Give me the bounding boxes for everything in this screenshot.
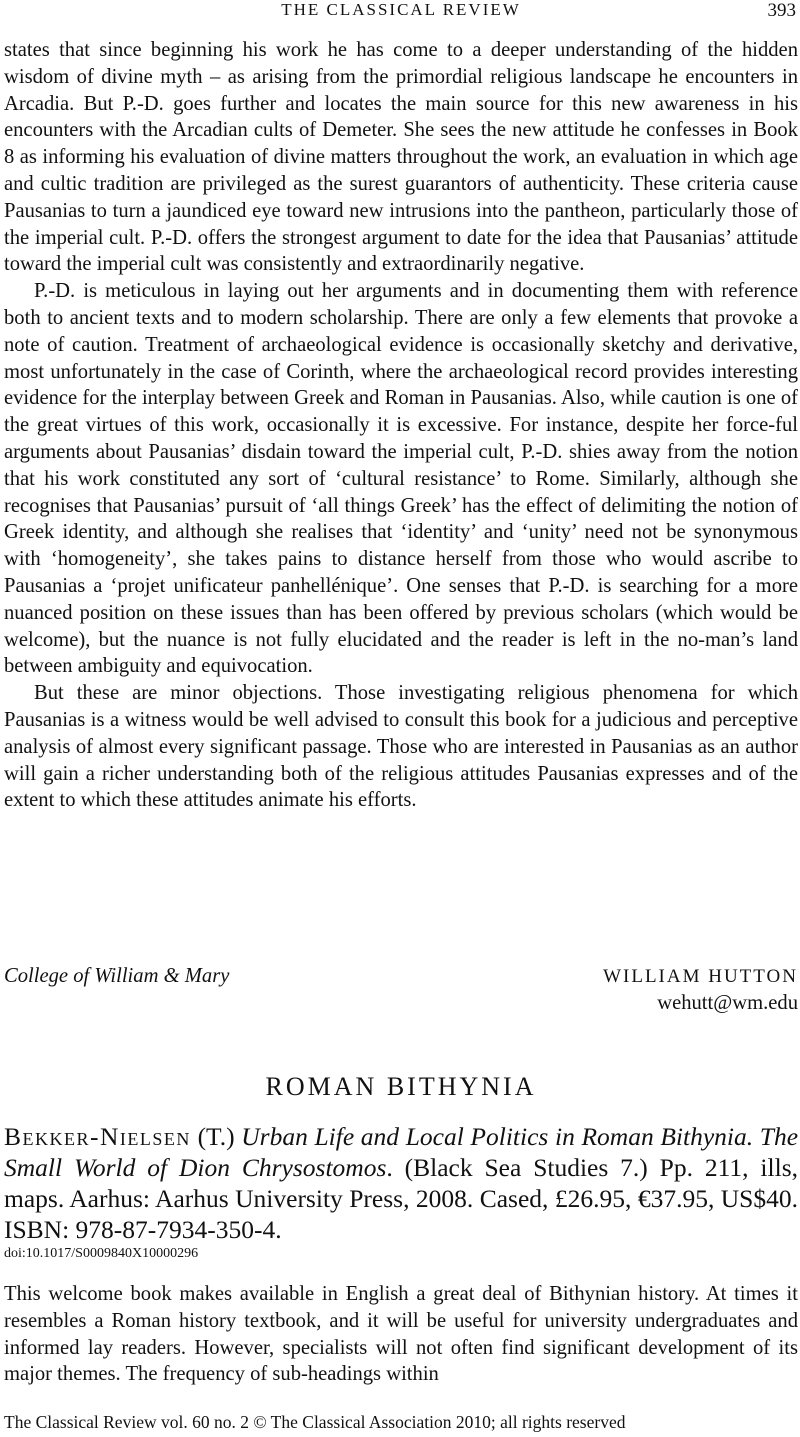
book-author-surname: Bekker-Nielsen <box>4 1122 191 1151</box>
reviewer-institution: College of William & Mary <box>4 965 230 987</box>
review-body-new <box>4 1281 798 1388</box>
book-title: Urban Life and Local Politics in Roman Bithynia. The Small World of Dion Chrysostomos <box>4 1122 799 1182</box>
bibliographic-entry <box>4 1121 798 1245</box>
reviewer-email: wehutt@wm.edu <box>657 992 798 1014</box>
review-body-continued <box>4 37 798 814</box>
review-paragraph: states that since beginning his work he has come to a deeper understanding of the hidden wisdom of divine myth – as arising from the primordial religious landscape he encounters in Arcadia. But P.-D. goes further and locates the main source for this new awareness in his encounters with the Arcadian cults of Demeter. She sees the new attitude he confesses in Book 8 as informing his evaluation of divine matters throughout the work, an evaluation in which age and cultic tradition are privileged as the surest guarantors of authenticity. These criteria cause Pausanias to turn a jaundiced eye toward new intrusions into the pantheon, particularly those of the imperial cult. P.-D. offers the strongest argument to date for the idea that Pausanias’ attitude toward the imperial cult was consistently and extraordinarily negative. <box>4 39 798 276</box>
review-paragraph: This welcome book makes available in English a great deal of Bithynian history. At times it resembles a Roman history textbook, and it will be useful for university undergraduates and informed lay readers. However, specialists will not often find significant development of its major themes. The frequency of sub-headings within <box>4 1283 798 1386</box>
page-number: 393 <box>767 0 796 21</box>
running-head <box>4 0 798 24</box>
reviewer-signature <box>4 963 798 1014</box>
reviewer-name: WILLIAM HUTTON <box>603 966 798 987</box>
book-author-initial: (T.) <box>197 1122 235 1151</box>
review-paragraph: P.-D. is meticulous in laying out her arguments and in documenting them with reference both to ancient texts and to modern scholarship. There are only a few elements that provoke a note of caution. Treatment of archaeological evidence is occasionally sketchy and derivative, most unfortunately in the case of Corinth, where the archaeological record provides interesting evidence for the interplay between Greek and Roman in Pausanias. Also, while caution is one of the great virtues of this work, occasionally it is excessive. For instance, despite her force-ful arguments about Pausanias’ disdain toward the imperial cult, P.-D. shies away from the notion that his work constituted any sort of ‘cultural resistance’ to Rome. Similarly, although she recognises that Pausanias’ pursuit of ‘all things Greek’ has the effect of delimiting the notion of Greek identity, and although she realises that ‘identity’ and ‘unity’ need not be synonymous with ‘homogeneity’, she takes pains to distance herself from those who would ascribe to Pausanias a ‘projet unificateur panhellénique’. One senses that P.-D. is searching for a more nuanced position on these issues than has been offered by previous scholars (which would be welcome), but the nuance is not fully elucidated and the reader is left in the no-man’s land between ambiguity and equivocation. <box>4 280 798 678</box>
book-details: . (Black Sea Studies 7.) Pp. 211, ills, maps. Aarhus: Aarhus University Press, 2008. Cased, £26.95, €37.95, US$40. ISBN: 978-87-7934-350-4. <box>4 1153 798 1244</box>
journal-title: THE CLASSICAL REVIEW <box>281 0 521 19</box>
review-paragraph: But these are minor objections. Those investigating religious phenomena for which Pausanias is a witness would be well advised to consult this book for a judicious and perceptive analysis of almost every significant passage. Those who are interested in Pausanias as an author will gain a richer understanding both of the religious attitudes Pausanias expresses and of the extent to which these attitudes animate his efforts. <box>4 682 798 812</box>
doi-link[interactable]: doi:10.1017/S0009840X10000296 <box>4 1246 199 1261</box>
copyright-footer: The Classical Review vol. 60 no. 2 © The Classical Association 2010; all rights reserved <box>4 1412 626 1432</box>
section-heading: ROMAN BITHYNIA <box>265 1072 537 1101</box>
